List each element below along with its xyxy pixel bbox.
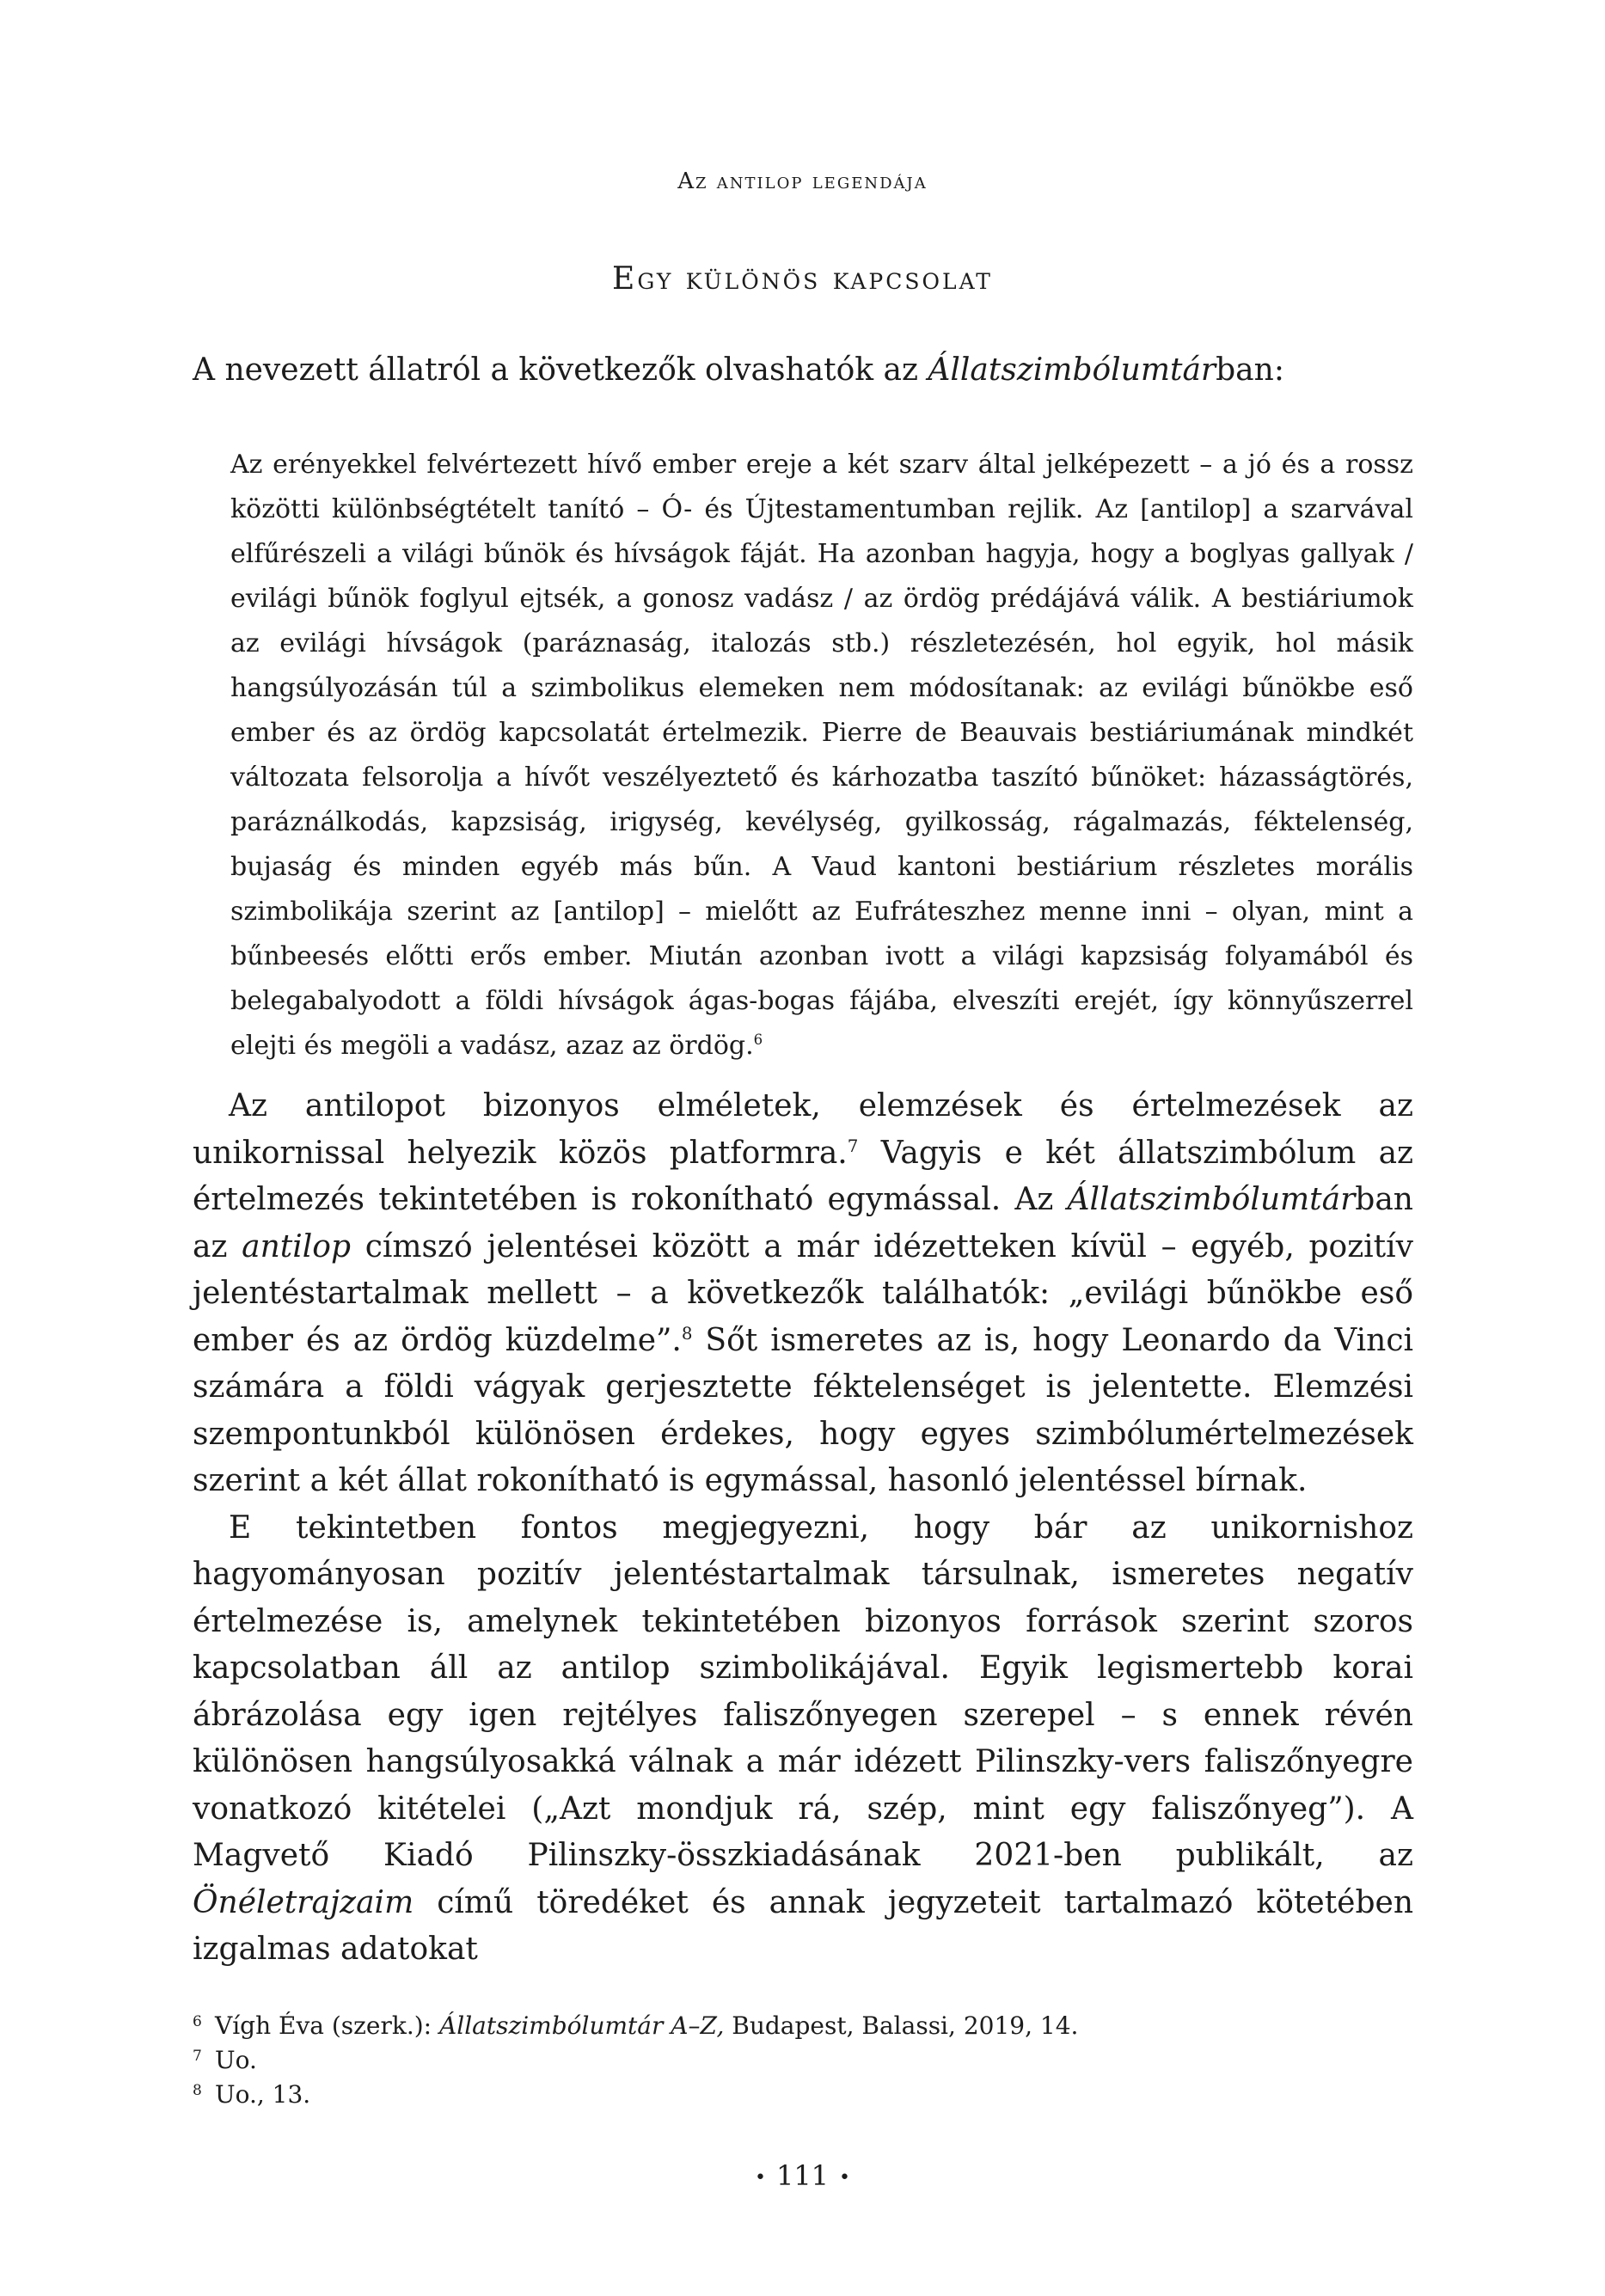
paragraph-1-text: Az antilopot bizonyos elméletek, elemzések és értelmezések az unikornissal helyezik közös platformra. (193, 1088, 1413, 1171)
paragraph-1-text: ban az (193, 1182, 1413, 1264)
footnote-8 (193, 2078, 1413, 2112)
paragraph-1-text: Sőt ismeretes az is, hogy Leonardo da Vinci számára a földi vágyak gerjesztette féktelenséget is jelentette. Elemzési szempontunkból különösen érdekes, hogy egyes szimbólumértelmezések szerint a két állat rokonítható is egymással, hasonló jelentéssel bírnak. (193, 1322, 1414, 1498)
footnotes (193, 2009, 1413, 2112)
intro-italic: Állatszimbólumtár (928, 352, 1216, 388)
footnote-7 (193, 2043, 1413, 2078)
footnote-text: Uo. (215, 2046, 257, 2074)
footnote-6 (193, 2009, 1413, 2043)
running-head: Az antilop legendája (677, 168, 928, 194)
paragraph-2 (193, 1505, 1413, 1974)
footnote-ref-6[interactable]: 6 (753, 1032, 763, 1048)
bullet-ornament-left: • (754, 2167, 766, 2189)
block-quotation (230, 443, 1413, 1068)
intro-line (193, 349, 1413, 392)
page-number-text: 111 (775, 2159, 830, 2192)
footnote-ref-8[interactable]: 8 (681, 1323, 693, 1344)
paragraph-2-text: E tekintetben fontos megjegyezni, hogy bár az unikornishoz hagyományosan pozitív jelentéstartalmak társulnak, ismeretes negatív értelmezése is, amelynek tekintetében bizonyos források szerint szoros kapcsolatban áll az antilop szimbolikájával. Egyik legismertebb korai ábrázolása egy igen rejtélyes faliszőnyegen szerepel – s ennek révén különösen hangsúlyosakká válnak a már idézett Pilinszky-vers faliszőnyegre vonatkozó kitételei („Azt mondjuk rá, szép, mint egy faliszőnyeg”). A Magvető Kiadó Pilinszky-összkiadásának 2021-ben publikált, az (193, 1509, 1413, 1873)
body-text (193, 1083, 1413, 1974)
page-number (0, 2159, 1605, 2192)
paragraph-1 (193, 1083, 1413, 1505)
paragraph-1-text: címszó jelentései között a már idézetteken kívül – egyéb, pozitív jelentéstartalmak mellett – a következők találhatók: „evilági bűnökbe eső ember és az ördög küzdelme”. (193, 1228, 1414, 1358)
intro-text: A nevezett állatról a következők olvashatók az (193, 352, 928, 388)
footnote-number: 7 (193, 2048, 202, 2065)
quotation-text: Az erényekkel felvértezett hívő ember ereje a két szarv által jelképezett – a jó és a rossz közötti különbségtételt tanító – Ó- és Újtestamentumban rejlik. Az [antilop] a szarvával elfűrészeli a világi bűnök és hívságok fáját. Ha azonban hagyja, hogy a boglyas gallyak / evilági bűnök foglyul ejtsék, a gonosz vadász / az ördög prédájává válik. A bestiáriumok az evilági hívságok (paráznaság, italozás stb.) részletezésén, hol egyik, hol másik hangsúlyozásán túl a szimbolikus elemeken nem módosítanak: az evilági bűnökbe eső ember és az ördög kapcsolatát értelmezik. Pierre de Beauvais bestiáriumának mindkét változata felsorolja a hívőt veszélyeztető és kárhozatba taszító bűnöket: házasságtörés, paráználkodás, kapzsiság, irigység, kevélység, gyilkosság, rágalmazás, féktelenség, bujaság és minden egyéb más bűn. A Vaud kantoni bestiárium részletes morális szimbolikája szerint az [antilop] – mielőtt az Eufráteszhez menne inni – olyan, mint a bűnbeesés előtti erős ember. Miután azonban ivott a világi kapzsiság folyamából és belegabalyodott a földi hívságok ágas-bogas fájába, elveszíti erejét, így könnyűszerrel elejti és megöli a vadász, azaz az ördög. (230, 450, 1413, 1061)
paragraph-1-italic: antilop (242, 1228, 352, 1264)
paragraph-1-italic: Állatszimbólumtár (1067, 1182, 1356, 1217)
footnote-number: 6 (193, 2013, 202, 2030)
paragraph-1-text: Vagyis e két állatszimbólum az értelmezés tekintetében is rokonítható egymással. Az (193, 1135, 1413, 1217)
bullet-ornament-right: • (839, 2167, 851, 2189)
footnote-number: 8 (193, 2082, 202, 2099)
footnote-text: Uo., 13. (215, 2080, 311, 2109)
paragraph-2-text: című töredéket és annak jegyzeteit tartalmazó kötetében izgalmas adatokat (193, 1884, 1413, 1967)
footnote-ref-7[interactable]: 7 (847, 1136, 859, 1156)
footnote-text: Vígh Éva (szerk.): Állatszimbólumtár A–Z, Budapest, Balassi, 2019, 14. (215, 2011, 1079, 2040)
section-heading: Egy különös kapcsolat (612, 261, 993, 297)
intro-text-end: ban: (1216, 352, 1284, 388)
paragraph-2-italic: Önéletrajzaim (193, 1884, 414, 1920)
